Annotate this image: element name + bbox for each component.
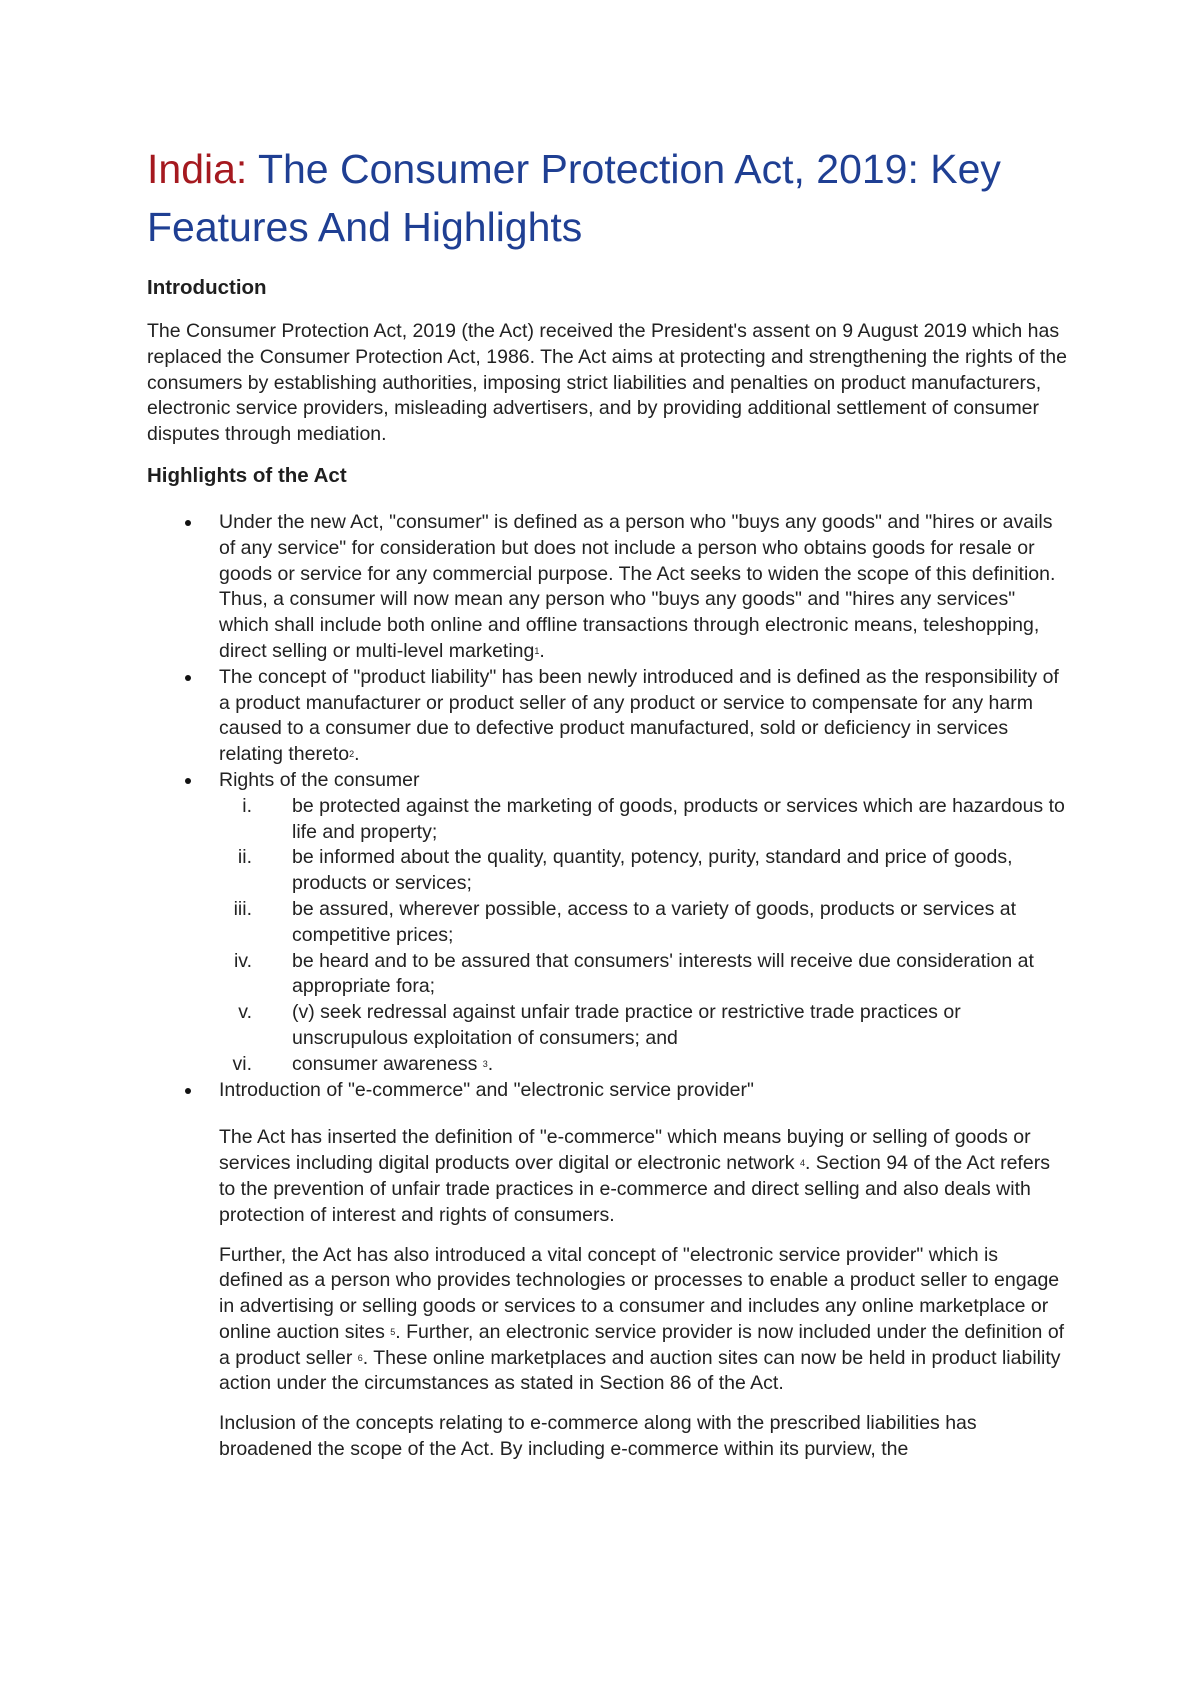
footnote-ref[interactable]: 5 — [390, 1326, 396, 1337]
rights-number: iv. — [233, 949, 252, 972]
rights-text: be heard and to be assured that consumers' interests will receive due consideration at appropriate fora; — [292, 949, 1034, 998]
footnote-ref[interactable]: 2 — [349, 749, 355, 760]
inclusion-paragraph: Inclusion of the concepts relating to e-commerce along with the prescribed liabilities has broadened the scope of the Act. By including e-commerce within its purview, the — [219, 1412, 977, 1461]
provider-text-c: . These online marketplaces and auction sites can now be held in product liability action under the circumstances as stated in Section 86 of the Act. — [219, 1346, 1061, 1395]
rights-number: ii. — [237, 846, 252, 869]
footnote-ref[interactable]: 1 — [534, 645, 540, 656]
rights-number: iii. — [233, 897, 252, 920]
bullet-text: Rights of the consumer — [219, 768, 420, 791]
bullet-end: . — [354, 743, 360, 766]
rights-text: (v) seek redressal against unfair trade practice or restrictive trade practices or unscrupulous exploitation of consumers; and — [292, 1001, 961, 1049]
rights-end: . — [487, 1052, 494, 1075]
ecommerce-text-b: . Section 94 of the Act refers to the prevention of unfair trade practices in e-commerce and direct selling and also deals with protection of interest and rights of consumers. — [219, 1152, 1050, 1226]
provider-text-b: . Further, an electronic service provider is now included under the definition of a product seller — [219, 1320, 1065, 1369]
rights-item — [219, 794, 1067, 846]
footnote-ref[interactable]: 4 — [799, 1158, 805, 1169]
list-item — [147, 510, 1067, 665]
rights-text: be informed about the quality, quantity, potency, purity, standard and price of goods, products or services; — [292, 846, 1013, 895]
bullet-text: The concept of "product liability" has been newly introduced and is defined as the responsibility of a product manufacturer or product seller of any product or service to compensate for any harm caused to a consumer due to defective product manufactured, sold or deficiency in services relating thereto — [219, 665, 1059, 766]
bullet-icon — [185, 778, 191, 784]
service-provider-paragraph — [219, 1243, 1067, 1398]
title-country: India: — [147, 146, 248, 192]
bullet-text: Introduction of "e-commerce" and "electronic service provider" — [219, 1078, 754, 1101]
page-title — [147, 140, 1067, 256]
bullet-icon — [185, 520, 191, 526]
ecommerce-paragraph — [219, 1125, 1067, 1228]
highlights-list — [147, 510, 1067, 1463]
rights-item — [219, 897, 1067, 949]
highlights-heading: Highlights of the Act — [147, 463, 347, 487]
rights-item — [219, 845, 1067, 897]
title-text: The Consumer Protection Act, 2019: Key Features And Highlights — [147, 146, 1001, 250]
provider-text-a: Further, the Act has also introduced a vital concept of "electronic service provider" which is defined as a person who provides technologies or processes to enable a product seller to engage in advertising or selling goods or services to a consumer and includes any online marketplace or online auction sites — [219, 1243, 1060, 1343]
rights-text: be assured, wherever possible, access to a variety of goods, products or services at competitive prices; — [292, 897, 1017, 946]
footnote-ref[interactable]: 6 — [357, 1352, 363, 1363]
rights-text: be protected against the marketing of goods, products or services which are hazardous to life and property; — [292, 794, 1065, 843]
document-page — [147, 140, 1067, 1463]
rights-number: vi. — [232, 1052, 252, 1075]
list-item — [147, 1078, 1067, 1463]
list-item — [147, 665, 1067, 768]
ecommerce-text-a: The Act has inserted the definition of "e-commerce" which means buying or selling of goods or services including digital products over digital or electronic network — [219, 1126, 1031, 1175]
bullet-text: Under the new Act, "consumer" is defined as a person who "buys any goods" and "hires or avails of any service" for consideration but does not include a person who obtains goods for resale or goods or service for any commercial purpose. The Act seeks to widen the scope of this definition. Thus, a consumer will now mean any person who "buys any goods" and "hires any services" which shall include both online and offline transactions through electronic means, teleshopping, direct selling or multi-level marketing — [219, 510, 1056, 662]
bullet-icon — [185, 675, 191, 681]
rights-item — [219, 949, 1067, 1001]
bullet-end: . — [539, 639, 545, 662]
list-item — [147, 768, 1067, 1078]
rights-text: consumer awareness — [292, 1052, 483, 1075]
rights-number: i. — [242, 794, 252, 817]
footnote-ref[interactable]: 3 — [482, 1058, 488, 1069]
rights-item — [219, 1000, 1067, 1052]
rights-list — [147, 794, 1067, 1078]
bullet-icon — [185, 1088, 191, 1094]
rights-item — [219, 1052, 1067, 1078]
introduction-paragraph: The Consumer Protection Act, 2019 (the Act) received the President's assent on 9 August 2019 which has replaced the Consumer Protection Act, 1986. The Act aims at protecting and strengthening the rights of the consumers by establishing authorities, imposing strict liabilities and penalties on product manufacturers, electronic service providers, misleading advertisers, and by providing additional settlement of consumer disputes through mediation. — [147, 320, 1067, 446]
rights-number: v. — [238, 1001, 252, 1024]
introduction-heading: Introduction — [147, 276, 267, 299]
